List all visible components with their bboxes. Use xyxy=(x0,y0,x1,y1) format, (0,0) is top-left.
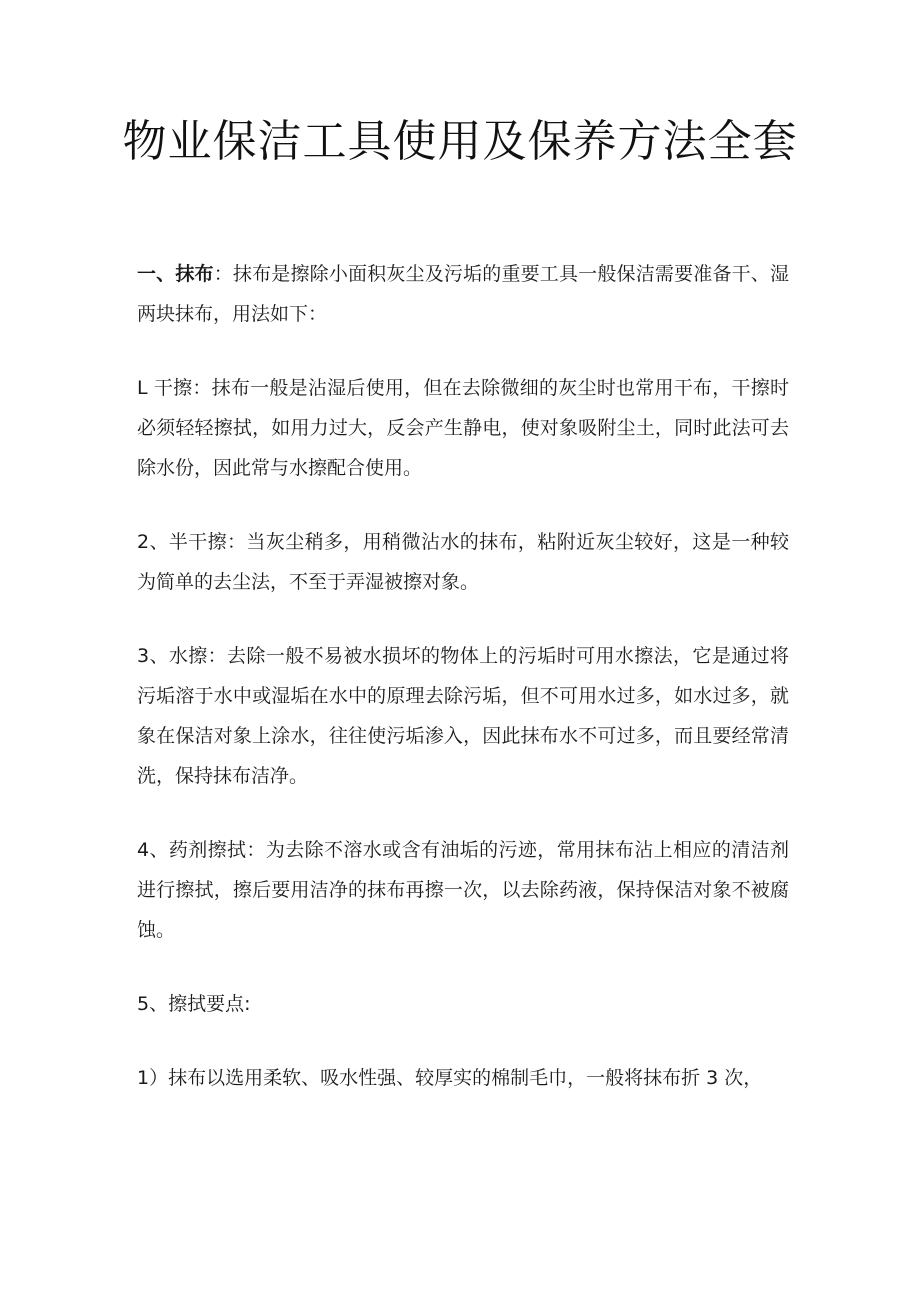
paragraph-intro xyxy=(137,254,789,334)
paragraph-semi-dry-wipe: 2、半干擦：当灰尘稍多，用稍微沾水的抹布，粘附近灰尘较好，这是一种较为简单的去尘法，不至于弄湿被擦对象。 xyxy=(137,531,789,593)
paragraph-wipe-points: 5、擦拭要点: xyxy=(137,993,251,1015)
section-intro-text: ：抹布是擦除小面积灰尘及污垢的重要工具一般保洁需要准备干、湿两块抹布，用法如下： xyxy=(137,263,789,325)
section-heading: 一、抹布 xyxy=(137,263,214,285)
paragraph-chemical-wipe: 4、药剂擦拭：为去除不溶水或含有油垢的污迹，常用抹布沾上相应的清洁剂进行擦拭，擦后要用洁净的抹布再擦一次，以去除药液，保持保洁对象不被腐蚀。 xyxy=(137,839,789,941)
document-body xyxy=(137,254,789,1132)
paragraph-water-wipe: 3、水擦：去除一般不易被水损坏的物体上的污垢时可用水擦法，它是通过将污垢溶于水中或湿垢在水中的原理去除污垢，但不可用水过多，如水过多，就象在保洁对象上涂水，往往使污垢渗入，因此抹布水不可过多，而且要经常清洗，保持抹布洁净。 xyxy=(137,645,789,787)
paragraph-wipe-point-1: 1）抹布以选用柔软、吸水性强、较厚实的棉制毛巾，一般将抹布折 3 次， xyxy=(137,1067,763,1089)
paragraph-dry-wipe: L 干擦：抹布一般是沾湿后使用，但在去除微细的灰尘时也常用干布，干擦时必须轻轻擦拭，如用力过大，反会产生静电，使对象吸附尘土，同时此法可去除水份，因此常与水擦配合使用。 xyxy=(137,377,789,479)
document-title: 物业保洁工具使用及保养方法全套 xyxy=(122,116,798,167)
